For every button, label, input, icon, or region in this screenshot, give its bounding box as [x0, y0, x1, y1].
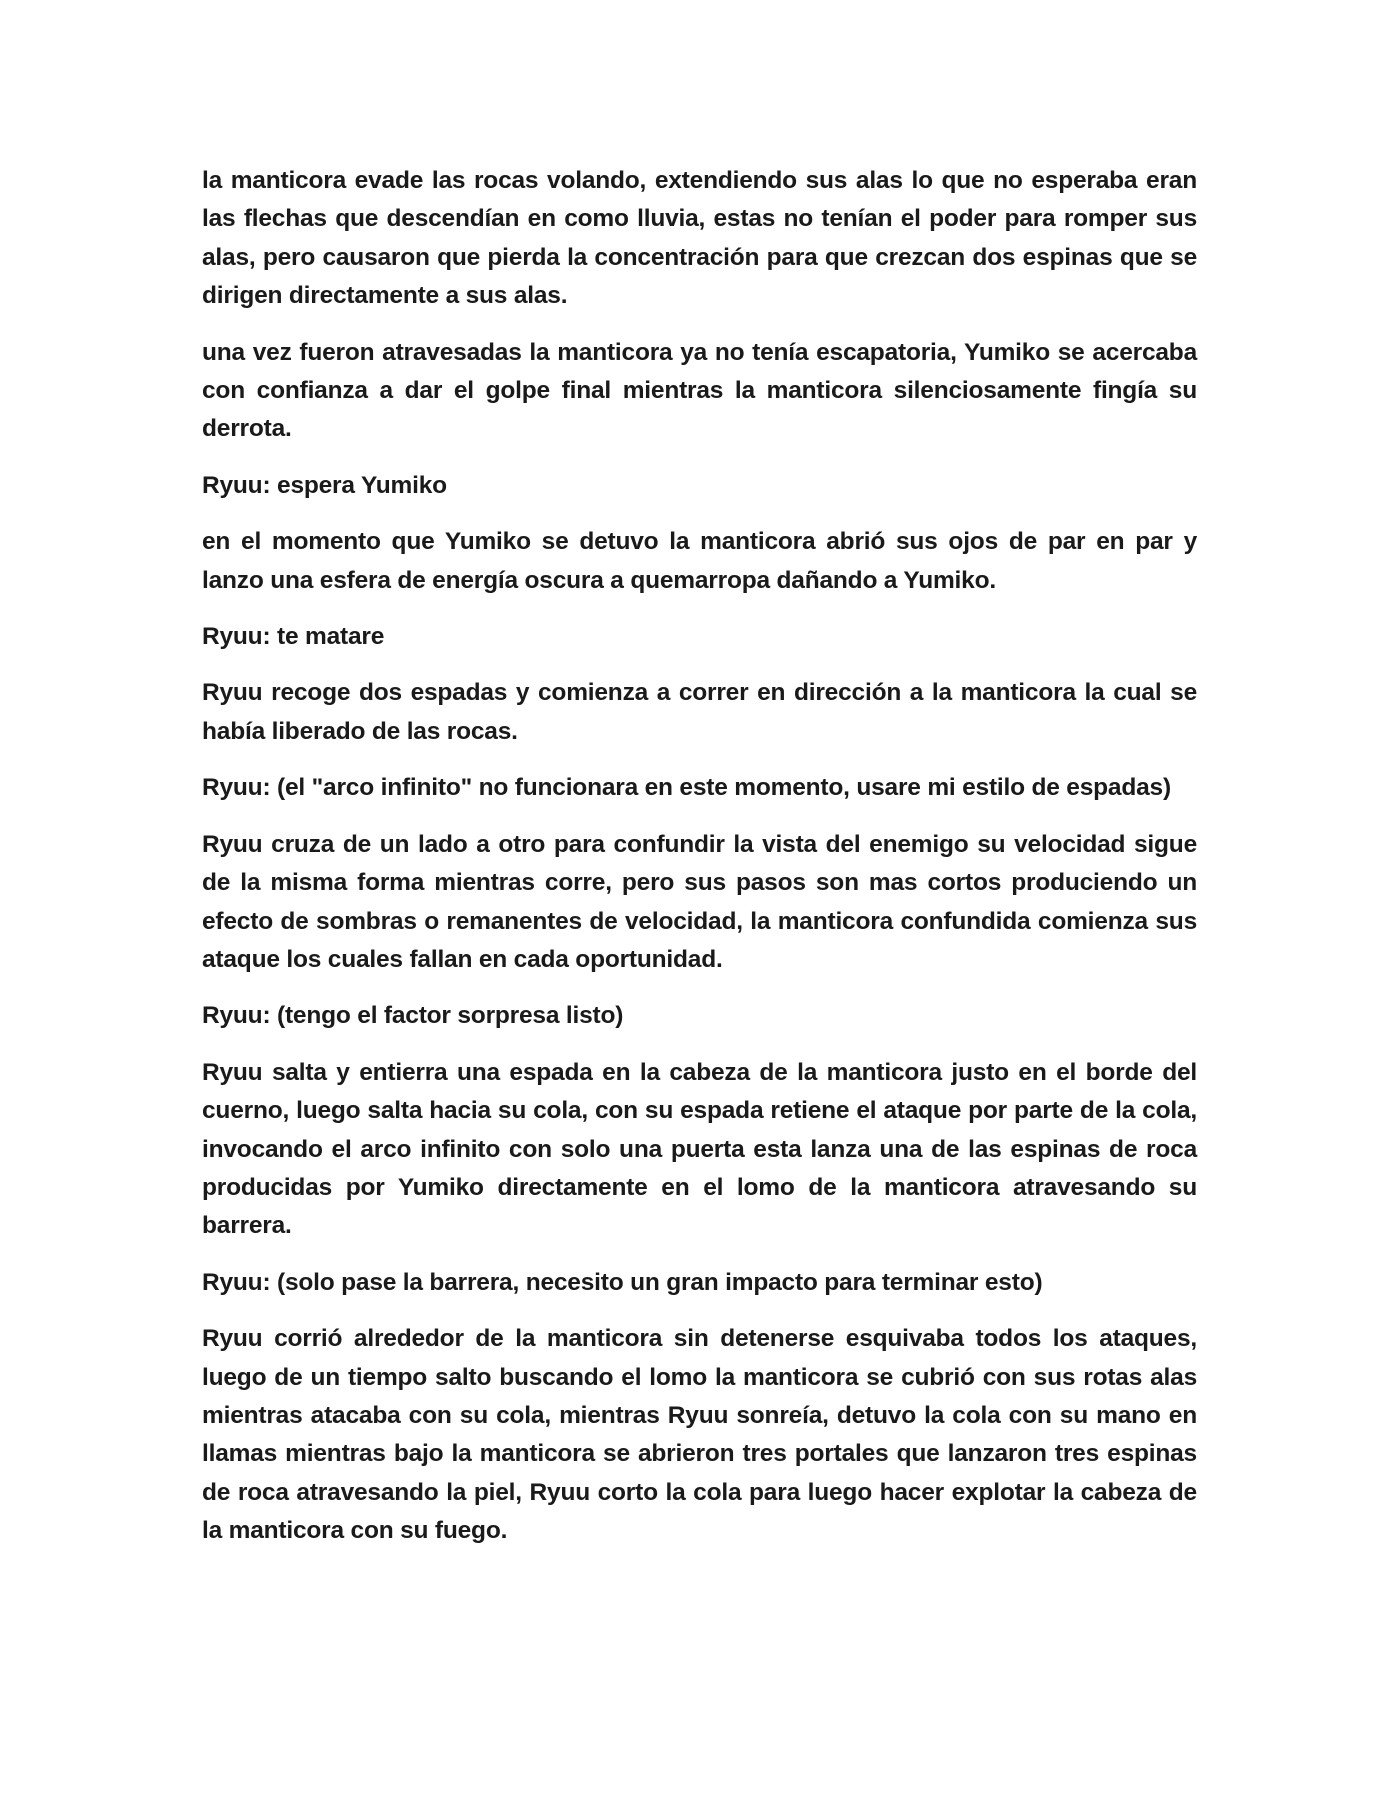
document-body [202, 162, 1197, 1569]
paragraph-dialogue: Ryuu: (tengo el factor sorpresa listo) [202, 1002, 624, 1030]
paragraph-dialogue: Ryuu: espera Yumiko [202, 471, 447, 499]
paragraph-dialogue: Ryuu: te matare [202, 623, 385, 651]
paragraph-narration: Ryuu corrió alrededor de la manticora sin detenerse esquivaba todos los ataques, luego de un tiempo salto buscando el lomo la manticora se cubrió con sus rotas alas mientras atacaba con su cola, mientras Ryuu sonreía, detuvo la cola con su mano en llamas mientras bajo la manticora se abrieron tres portales que lanzaron tres espinas de roca atravesando la piel, Ryuu corto la cola para luego hacer explotar la cabeza de la manticora con su fuego. [202, 1325, 1197, 1545]
paragraph-narration: Ryuu salta y entierra una espada en la cabeza de la manticora justo en el borde del cuerno, luego salta hacia su cola, con su espada retiene el ataque por parte de la cola, invocando el arco infinito con solo una puerta esta lanza una de las espinas de roca producidas por Yumiko directamente en el lomo de la manticora atravesando su barrera. [202, 1058, 1197, 1240]
paragraph-narration: en el momento que Yumiko se detuvo la manticora abrió sus ojos de par en par y lanzo una esfera de energía oscura a quemarropa dañando a Yumiko. [202, 528, 1197, 594]
paragraph-dialogue: Ryuu: (el "arco infinito" no funcionara en este momento, usare mi estilo de espadas) [202, 774, 1171, 802]
paragraph-narration: la manticora evade las rocas volando, extendiendo sus alas lo que no esperaba eran las flechas que descendían en como lluvia, estas no tenían el poder para romper sus alas, pero causaron que pierda la concentración para que crezcan dos espinas que se dirigen directamente a sus alas. [202, 167, 1197, 310]
paragraph-narration: una vez fueron atravesadas la manticora ya no tenía escapatoria, Yumiko se acercaba con confianza a dar el golpe final mientras la manticora silenciosamente fingía su derrota. [202, 338, 1197, 443]
paragraph-dialogue: Ryuu: (solo pase la barrera, necesito un gran impacto para terminar esto) [202, 1268, 1043, 1296]
paragraph-narration: Ryuu cruza de un lado a otro para confundir la vista del enemigo su velocidad sigue de la misma forma mientras corre, pero sus pasos son mas cortos produciendo un efecto de sombras o remanentes de velocidad, la manticora confundida comienza sus ataque los cuales fallan en cada oportunidad. [202, 830, 1197, 973]
paragraph-narration: Ryuu recoge dos espadas y comienza a correr en dirección a la manticora la cual se había liberado de las rocas. [202, 679, 1197, 745]
